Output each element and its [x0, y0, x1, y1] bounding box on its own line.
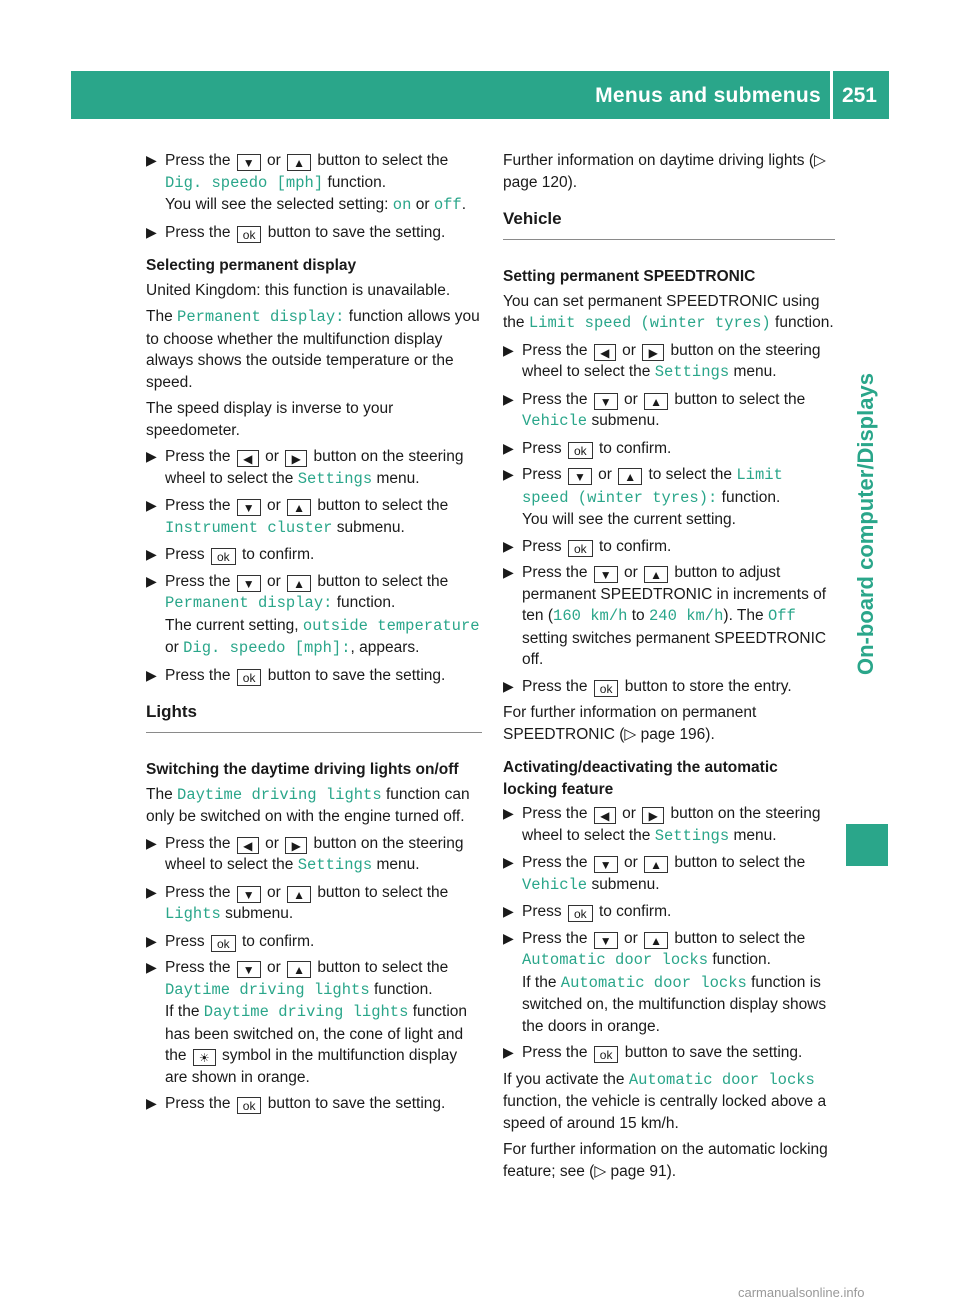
step: ▶ Press ▼ or ▲ to select the Limit speed (winter tyres): function. You will see the current setting.	[503, 466, 783, 528]
left-column	[146, 150, 482, 1120]
paragraph: The Daytime driving lights function can only be switched on with the engine turned off.	[146, 785, 470, 825]
setting-ref: outside temperature	[302, 616, 480, 635]
step-arrow-icon: ▶	[146, 932, 157, 949]
step-arrow-icon: ▶	[503, 854, 514, 870]
step-arrow-icon: ▶	[146, 152, 157, 168]
left-key-icon: ◀	[594, 344, 616, 361]
up-key-icon: ▲	[644, 932, 668, 949]
function-ref: Automatic door locks	[628, 1070, 815, 1089]
step-arrow-icon: ▶	[503, 677, 514, 694]
step-arrow-icon: ▶	[503, 929, 514, 946]
right-key-icon: ▶	[642, 807, 664, 824]
step-arrow-icon: ▶	[503, 439, 514, 456]
step: ▶ Press ok to confirm.	[146, 932, 315, 951]
up-key-icon: ▲	[644, 856, 668, 873]
down-key-icon: ▼	[594, 393, 618, 410]
function-ref: Daytime driving lights	[165, 980, 370, 999]
step: ▶ Press the ok button to save the setting.	[146, 223, 446, 242]
function-ref: Limit speed (winter tyres):	[522, 466, 783, 507]
submenu-ref: Vehicle	[522, 412, 588, 430]
function-ref: Daytime driving lights	[203, 1003, 409, 1021]
left-key-icon: ◀	[237, 837, 259, 854]
step: ▶ Press the ok button to store the entry.	[503, 677, 792, 696]
paragraph: If you activate the Automatic door locks function, the vehicle is centrally locked above a speed of around 15 km/h.	[503, 1070, 827, 1132]
step-arrow-icon: ▶	[146, 959, 157, 975]
step-arrow-icon: ▶	[146, 1095, 157, 1111]
left-key-icon: ◀	[237, 450, 259, 467]
header-title: Menus and submenus	[595, 84, 821, 107]
side-tab-label: On-board computer/Displays	[853, 373, 878, 675]
down-key-icon: ▼	[237, 886, 261, 903]
menu-ref: Settings	[654, 826, 730, 845]
up-key-icon: ▲	[287, 154, 311, 171]
down-key-icon: ▼	[594, 856, 618, 873]
ok-key-icon: ok	[568, 442, 593, 459]
step: ▶ Press the ◀ or ▶ button on the steering wheel to select the Settings menu.	[146, 448, 464, 488]
ok-key-icon: ok	[237, 669, 262, 686]
paragraph: United Kingdom: this function is unavailable.	[146, 281, 451, 299]
menu-ref: Settings	[297, 469, 373, 488]
ok-key-icon: ok	[211, 548, 236, 565]
function-ref: Permanent display:	[165, 594, 333, 612]
step: ▶ Press the ok button to save the setting.	[503, 1044, 803, 1062]
step: ▶ Press the ▼ or ▲ button to select the Daytime driving lights function. If the Daytime driving lights function has been switched on, the cone of light and the ☀ symbol in the multifunction display are shown in orange.	[146, 959, 468, 1086]
down-key-icon: ▼	[594, 566, 618, 583]
up-key-icon: ▲	[644, 393, 668, 410]
menu-ref: Settings	[297, 856, 373, 874]
subheading: Activating/deactivating the automatic locking feature	[503, 759, 778, 798]
side-tab-marker	[846, 824, 888, 866]
right-key-icon: ▶	[285, 450, 307, 467]
paragraph: For further information on the automatic locking feature; see (▷ page 91).	[503, 1141, 828, 1180]
step-arrow-icon: ▶	[146, 883, 157, 900]
function-ref: Limit speed (winter tyres)	[528, 314, 771, 332]
down-key-icon: ▼	[568, 468, 592, 485]
function-ref: Permanent display:	[177, 308, 345, 326]
ok-key-icon: ok	[237, 226, 262, 243]
ok-key-icon: ok	[568, 905, 593, 922]
setting-ref: Dig. speedo [mph]:	[183, 639, 351, 657]
step-arrow-icon: ▶	[146, 448, 157, 464]
header-bar	[71, 71, 889, 119]
step: ▶ Press ok to confirm.	[146, 546, 315, 564]
down-key-icon: ▼	[237, 154, 261, 171]
step: ▶ Press ok to confirm.	[503, 903, 672, 921]
step: ▶ Press the ▼ or ▲ button to select the Instrument cluster submenu.	[146, 497, 449, 537]
function-ref: Automatic door locks	[560, 973, 747, 992]
step-arrow-icon: ▶	[503, 1044, 514, 1060]
step: ▶ Press the ◀ or ▶ button on the steering wheel to select the Settings menu.	[503, 805, 821, 845]
step: ▶ Press the ◀ or ▶ button on the steering wheel to select the Settings menu.	[503, 341, 821, 381]
ok-key-icon: ok	[594, 680, 619, 697]
step: ▶ Press the ▼ or ▲ button to select the Automatic door locks function. If the Automatic door locks function is switched on, the multifunction display shows the doors in orange.	[503, 929, 827, 1035]
footer-watermark: carmanualsonline.info	[738, 1285, 865, 1300]
value-ref: 160 km/h	[553, 607, 628, 625]
paragraph: For further information on permanent SPEEDTRONIC (▷ page 196).	[503, 704, 757, 743]
down-key-icon: ▼	[237, 961, 261, 978]
subheading: Setting permanent SPEEDTRONIC	[503, 268, 756, 285]
subheading: Selecting permanent display	[146, 257, 357, 274]
step: ▶ Press the ok button to save the setting.	[146, 666, 446, 685]
page-number: 251	[841, 84, 877, 107]
step-arrow-icon: ▶	[146, 572, 157, 589]
paragraph: Further information on daytime driving lights (▷ page 120).	[503, 152, 826, 191]
step: ▶ Press the ◀ or ▶ button on the steering wheel to select the Settings menu.	[146, 834, 464, 874]
step-arrow-icon: ▶	[503, 537, 514, 554]
submenu-ref: Vehicle	[522, 875, 588, 894]
step-arrow-icon: ▶	[503, 341, 514, 358]
right-column	[503, 150, 835, 1187]
paragraph: You can set permanent SPEEDTRONIC using the Limit speed (winter tyres) function.	[503, 292, 834, 332]
up-key-icon: ▲	[618, 468, 642, 485]
step-arrow-icon: ▶	[503, 564, 514, 580]
step-arrow-icon: ▶	[503, 903, 514, 919]
step: ▶ Press the ▼ or ▲ button to adjust permanent SPEEDTRONIC in increments of ten (160 km/h to 240 km/h). The Off setting switches permanent SPEEDTRONIC off.	[503, 564, 827, 668]
side-tab	[836, 130, 896, 690]
ok-key-icon: ok	[237, 1097, 262, 1114]
step-arrow-icon: ▶	[503, 805, 514, 821]
step-arrow-icon: ▶	[503, 390, 514, 407]
down-key-icon: ▼	[237, 499, 261, 516]
subheading: Switching the daytime driving lights on/off	[146, 761, 459, 778]
value-ref: 240 km/h	[649, 607, 724, 625]
up-key-icon: ▲	[287, 499, 311, 516]
step: ▶ Press ok to confirm.	[503, 537, 672, 556]
setting-ref: Off	[767, 607, 796, 625]
down-key-icon: ▼	[594, 932, 618, 949]
step: ▶ Press the ok button to save the setting.	[146, 1095, 446, 1113]
step-arrow-icon: ▶	[146, 546, 157, 562]
step: ▶ Press ok to confirm.	[503, 439, 672, 458]
menu-ref: Settings	[654, 363, 730, 381]
step: ▶ Press the ▼ or ▲ button to select the Lights submenu.	[146, 883, 449, 923]
section-heading-lights: Lights	[146, 700, 482, 733]
ok-key-icon: ok	[211, 935, 236, 952]
ok-key-icon: ok	[594, 1046, 619, 1063]
function-ref: Automatic door locks	[522, 951, 709, 969]
up-key-icon: ▲	[644, 566, 668, 583]
step: ▶ Press the ▼ or ▲ button to select the Vehicle submenu.	[503, 390, 806, 430]
ok-key-icon: ok	[568, 540, 593, 557]
step: ▶ Press the ▼ or ▲ button to select the Dig. speedo [mph] function. You will see the selected setting: on or off.	[146, 152, 467, 214]
left-key-icon: ◀	[594, 807, 616, 824]
step-arrow-icon: ▶	[146, 497, 157, 513]
paragraph: The speed display is inverse to your speedometer.	[146, 400, 394, 439]
section-heading-vehicle: Vehicle	[503, 207, 835, 240]
right-key-icon: ▶	[285, 837, 307, 854]
step-arrow-icon: ▶	[146, 834, 157, 851]
right-key-icon: ▶	[642, 344, 664, 361]
up-key-icon: ▲	[287, 886, 311, 903]
submenu-ref: Lights	[165, 905, 221, 923]
step-arrow-icon: ▶	[146, 666, 157, 683]
step-arrow-icon: ▶	[146, 223, 157, 240]
menu-item-ref: Dig. speedo [mph]	[165, 173, 324, 192]
paragraph: The Permanent display: function allows you to choose whether the multifunction display always shows the outside temperature or the speed.	[146, 308, 480, 391]
setting-on: on	[392, 196, 412, 214]
up-key-icon: ▲	[287, 961, 311, 978]
header-separator	[830, 71, 833, 119]
down-key-icon: ▼	[237, 575, 261, 592]
step-arrow-icon: ▶	[503, 466, 514, 482]
step: ▶ Press the ▼ or ▲ button to select the Permanent display: function. The current setting, outside temperature or Dig. speedo [mph]:, appears.	[146, 572, 480, 657]
submenu-ref: Instrument cluster	[165, 518, 333, 537]
function-ref: Daytime driving lights	[177, 785, 382, 804]
setting-off: off	[433, 196, 462, 214]
light-symbol-icon: ☀	[193, 1049, 216, 1066]
up-key-icon: ▲	[287, 575, 311, 592]
step: ▶ Press the ▼ or ▲ button to select the Vehicle submenu.	[503, 854, 806, 894]
